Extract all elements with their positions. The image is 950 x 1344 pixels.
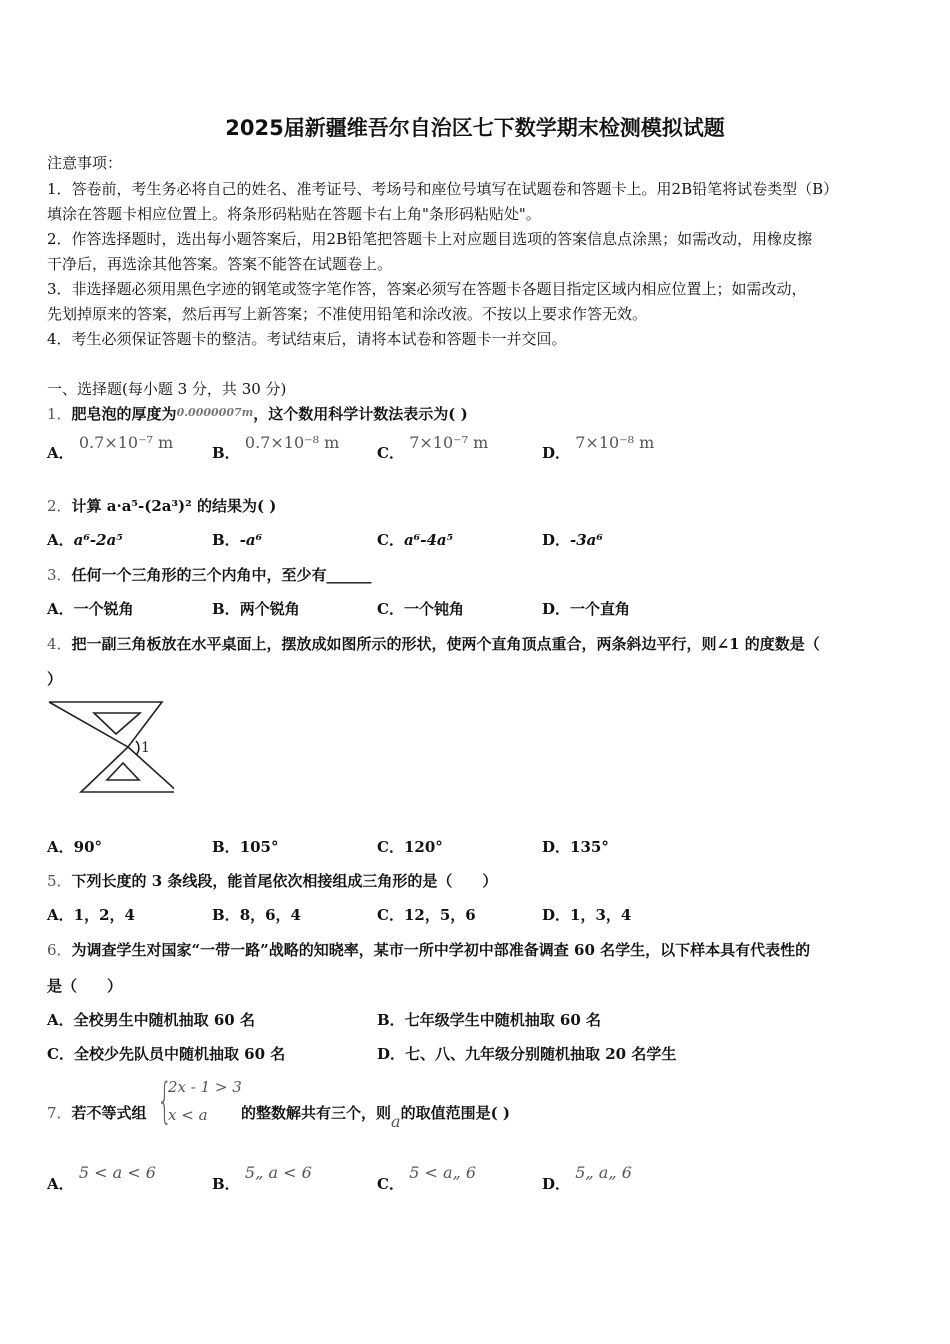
q4-option-b[interactable]: B．105°: [212, 838, 279, 856]
notice-line: 1．答卷前，考生务必将自己的姓名、准考证号、考场号和座位号填写在试题卷和答题卡上。用2B铅笔将试卷类型（B）: [47, 180, 839, 198]
q5-option-a[interactable]: A．1，2，4: [47, 906, 135, 924]
q5-option-b[interactable]: B．8，6，4: [212, 906, 301, 924]
q3-option-d[interactable]: D．一个直角: [542, 600, 631, 618]
q1-option-c[interactable]: C． 7×10⁻⁷ m: [377, 433, 489, 462]
notice-line: 4．考生必须保证答题卡的整洁。考试结束后，请将本试卷和答题卡一并交回。: [47, 330, 567, 348]
q2-option-d[interactable]: D．-3a⁶: [542, 531, 603, 549]
q5-option-c[interactable]: C．12，5，6: [377, 906, 476, 924]
question-6-cont: 是（ ）: [47, 977, 123, 995]
question-3: 3．任何一个三角形的三个内角中，至少有______: [47, 566, 372, 584]
question-7: 7．若不等式组: [47, 1104, 147, 1122]
q1-option-b[interactable]: B． 0.7×10⁻⁸ m: [212, 433, 340, 462]
q7-option-d[interactable]: D． 5„ a„ 6: [542, 1163, 632, 1193]
q3-option-b[interactable]: B．两个锐角: [212, 600, 300, 618]
q5-option-d[interactable]: D．1，3，4: [542, 906, 632, 924]
notice-heading: 注意事项：: [47, 154, 123, 172]
question-1: 1．肥皂泡的厚度为$^{0.0000007m}$，这个数用科学计数法表示为( ): [47, 405, 468, 423]
page-title: 2025届新疆维吾尔自治区七下数学期末检测模拟试题: [225, 116, 725, 140]
q2-option-b[interactable]: B．-a⁶: [212, 531, 263, 549]
notice-line: 2．作答选择题时，选出每小题答案后，用2B铅笔把答题卡上对应题目选项的答案信息点涂黑；如需改动，用橡皮擦: [47, 230, 813, 248]
q6-option-d[interactable]: D．七、八、九年级分别随机抽取 20 名学生: [377, 1045, 677, 1063]
q4-option-a[interactable]: A．90°: [47, 838, 103, 856]
q2-option-c[interactable]: C．a⁶-4a⁵: [377, 531, 454, 549]
q1-option-d[interactable]: D． 7×10⁻⁸ m: [542, 433, 655, 462]
q7-option-c[interactable]: C． 5 < a„ 6: [377, 1163, 477, 1193]
q7-option-b[interactable]: B． 5„ a < 6: [212, 1163, 312, 1193]
question-6: 6．为调查学生对国家“一带一路”战略的知晓率，某市一所中学初中部准备调查 60 名学生，以下样本具有代表性的: [47, 941, 811, 959]
section-heading: 一、选择题(每小题 3 分，共 30 分): [47, 380, 287, 398]
q4-option-d[interactable]: D．135°: [542, 838, 609, 856]
angle-label: 1: [141, 740, 150, 756]
notice-line: 填涂在答题卡相应位置上。将条形码粘贴在答题卡右上角"条形码粘贴处"。: [47, 205, 541, 223]
q3-option-c[interactable]: C．一个钝角: [377, 600, 464, 618]
q6-option-c[interactable]: C．全校少先队员中随机抽取 60 名: [47, 1045, 286, 1063]
question-2: 2．计算 a·a⁵-(2a³)² 的结果为( ): [47, 497, 277, 515]
notice-line: 干净后，再选涂其他答案。答案不能答在试题卷上。: [47, 255, 393, 273]
question-5: 5．下列长度的 3 条线段，能首尾依次相接组成三角形的是（ ）: [47, 872, 498, 890]
inequality-system: { 2x - 1 > 3 x < a: [157, 1073, 242, 1129]
question-4: 4．把一副三角板放在水平桌面上，摆放成如图所示的形状，使两个直角顶点重合，两条斜边平行，则∠1 的度数是（: [47, 635, 820, 653]
q6-option-a[interactable]: A．全校男生中随机抽取 60 名: [47, 1011, 255, 1029]
question-7-cont: 的整数解共有三个，则a的取值范围是( ): [241, 1104, 510, 1131]
q3-option-a[interactable]: A．一个锐角: [47, 600, 134, 618]
q7-option-a[interactable]: A． 5 < a < 6: [47, 1163, 156, 1193]
q6-option-b[interactable]: B．七年级学生中随机抽取 60 名: [377, 1011, 602, 1029]
q1-option-a[interactable]: A． 0.7×10⁻⁷ m: [47, 433, 174, 462]
question-4-close: ）: [47, 670, 63, 688]
q2-option-a[interactable]: A．a⁶-2a⁵: [47, 531, 123, 549]
notice-line: 3．非选择题必须用黑色字迹的钢笔或签字笔作答，答案必须写在答题卡各题目指定区域内相应位置上；如需改动，: [47, 280, 807, 298]
triangle-figure: [44, 698, 174, 798]
notice-line: 先划掉原来的答案，然后再写上新答案；不准使用铅笔和涂改液。不按以上要求作答无效。: [47, 305, 648, 323]
q4-option-c[interactable]: C．120°: [377, 838, 443, 856]
